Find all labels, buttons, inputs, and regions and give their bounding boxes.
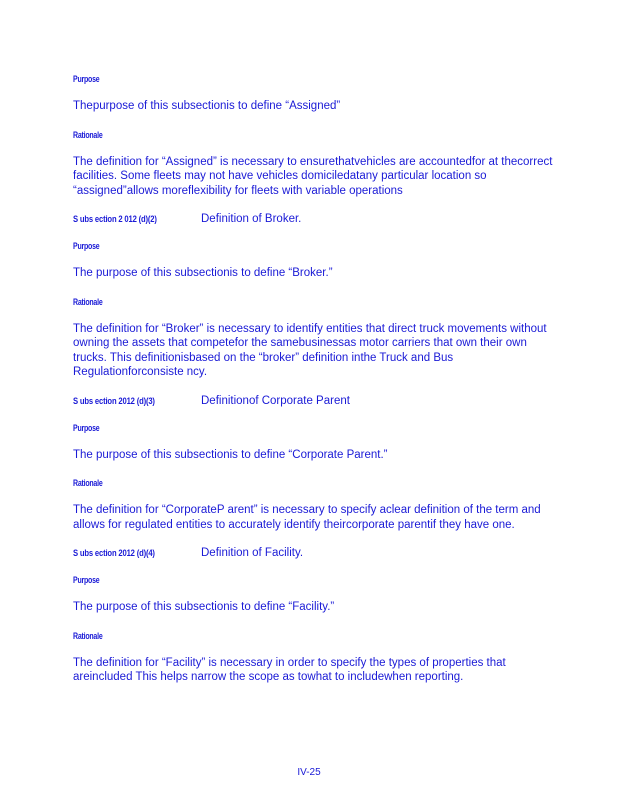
subsection-heading-corporate-parent	[73, 394, 553, 408]
subsection-heading-broker	[73, 212, 553, 226]
rationale-heading: Rationale	[73, 129, 103, 140]
subsection-title: Definition of Facility.	[201, 547, 304, 559]
rationale-heading: Rationale	[73, 478, 103, 488]
rationale-heading: Rationale	[73, 296, 103, 307]
rationale-text-facility: The definition for “Facility” is necessary in order to specify the types of properties that areincluded This helps narrow the scope as towhat to includewhen reporting.	[73, 656, 506, 683]
page-number: IV-25	[297, 767, 321, 778]
rationale-text-broker: The definition for “Broker” is necessary to identify entities that direct truck movements without owning the assets that competefor the samebusinessas motor carriers that own their own trucks. This definitionisbased on the “broker” definition inthe Truck and Bus Regulationforconsiste ncy.	[73, 322, 547, 378]
subsection-code: S ubs ection 2012 (d)(3)	[73, 395, 155, 406]
subsection-heading-facility	[73, 546, 553, 560]
subsection-title: Definition of Broker.	[201, 213, 302, 225]
rationale-text-corporate-parent: The definition for “CorporateP arent” is necessary to specify aclear definition of the term and allows for regulated entities to accurately identify theircorporate parentif they have one.	[73, 504, 541, 531]
purpose-heading: Purpose	[73, 422, 100, 433]
purpose-heading: Purpose	[73, 74, 100, 84]
purpose-text-facility: The purpose of this subsectionis to define “Facility.”	[73, 601, 335, 613]
purpose-text-broker: The purpose of this subsectionis to define “Broker.”	[73, 267, 333, 279]
subsection-title: Definitionof Corporate Parent	[201, 394, 350, 407]
purpose-heading: Purpose	[73, 575, 100, 585]
subsection-code: S ubs ection 2012 (d)(4)	[73, 548, 155, 558]
document-body	[73, 72, 553, 685]
purpose-text-assigned: Thepurpose of this subsectionis to define “Assigned”	[73, 100, 341, 112]
subsection-code: S ubs ection 2 012 (d)(2)	[73, 214, 157, 224]
rationale-text-assigned: The definition for “Assigned” is necessary to ensurethatvehicles are accountedfor at thecorrect facilities. Some fleets may not have vehicles domiciledatany particular location so “assigned”allows moreflexibility for fleets with variable operations	[73, 155, 553, 197]
purpose-text-corporate-parent: The purpose of this subsectionis to define “Corporate Parent.”	[73, 448, 388, 461]
rationale-heading: Rationale	[73, 630, 103, 641]
purpose-heading: Purpose	[73, 241, 100, 251]
